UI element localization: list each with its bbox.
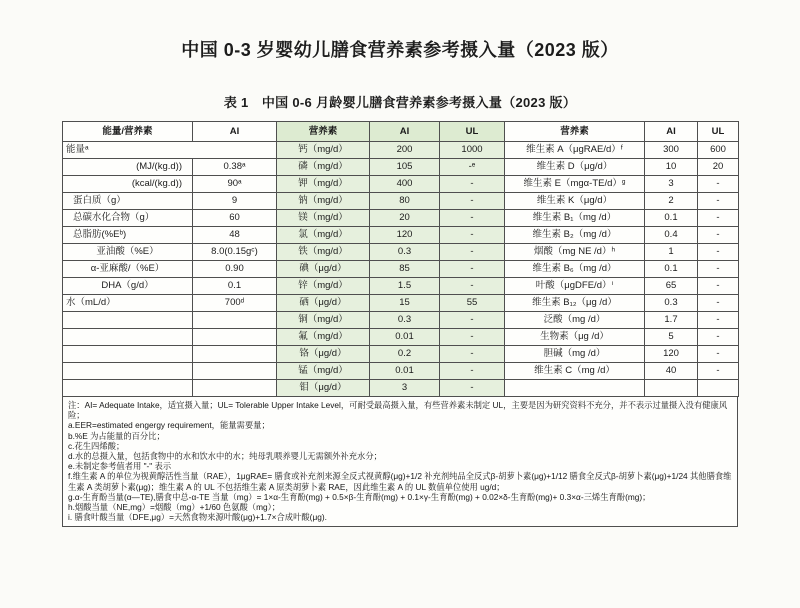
vitamin-ul-cell: 20 [698,159,739,176]
vitamin-name-cell: 维生素 K（μg/d） [505,193,645,210]
mineral-ul-cell: 1000 [440,142,505,159]
mineral-ul-cell: - [440,210,505,227]
column-header: AI [193,122,277,142]
column-header: AI [370,122,440,142]
vitamin-name-cell: 维生素 B₆（mg /d） [505,261,645,278]
mineral-ai-cell: 105 [370,159,440,176]
mineral-ai-cell: 0.01 [370,363,440,380]
energy-ai-cell [193,363,277,380]
energy-label-cell: DHA（g/d） [63,278,193,295]
energy-ai-cell: 9 [193,193,277,210]
mineral-name-cell: 铬（μg/d） [277,346,370,363]
energy-label-cell: 亚油酸（%E） [63,244,193,261]
notes-section [62,397,738,527]
mineral-ai-cell: 0.3 [370,244,440,261]
vitamin-ul-cell: - [698,312,739,329]
mineral-ul-cell: 55 [440,295,505,312]
energy-ai-cell [193,329,277,346]
vitamin-ai-cell: 2 [645,193,698,210]
energy-ai-cell: 700ᵈ [193,295,277,312]
mineral-name-cell: 铁（mg/d） [277,244,370,261]
table-row [63,295,739,312]
mineral-ai-cell: 20 [370,210,440,227]
energy-label-cell [63,346,193,363]
vitamin-ai-cell: 0.3 [645,295,698,312]
mineral-ai-cell: 200 [370,142,440,159]
vitamin-ul-cell [698,380,739,397]
table-row [63,159,739,176]
dri-table-body [63,142,739,397]
mineral-ai-cell: 85 [370,261,440,278]
mineral-ai-cell: 120 [370,227,440,244]
table-row [63,380,739,397]
vitamin-name-cell [505,380,645,397]
vitamin-name-cell: 烟酸（mg NE /d）ʰ [505,244,645,261]
energy-label-cell: 总脂肪(%Eᵇ) [63,227,193,244]
vitamin-name-cell: 维生素 E（mgα-TE/d）ᵍ [505,176,645,193]
vitamin-ai-cell: 1 [645,244,698,261]
vitamin-name-cell: 叶酸（μgDFE/d）ⁱ [505,278,645,295]
vitamin-ul-cell: - [698,363,739,380]
table-row [63,363,739,380]
page-title: 中国 0-3 岁婴幼儿膳食营养素参考摄入量（2023 版） [181,40,619,60]
vitamin-ul-cell: - [698,176,739,193]
table-row [63,176,739,193]
note-line: h.烟酸当量（NE,mg）=烟酸（mg）+1/60 色氨酸（mg）； [68,502,281,513]
energy-label-cell: 水（mL/d） [63,295,193,312]
vitamin-ai-cell: 3 [645,176,698,193]
mineral-ul-cell: - [440,261,505,278]
energy-label-cell: 总碳水化合物（g） [63,210,193,227]
vitamin-ai-cell: 5 [645,329,698,346]
mineral-name-cell: 锌（mg/d） [277,278,370,295]
note-line: e.未制定参考值者用 "-" 表示 [68,461,172,472]
energy-label-cell: α-亚麻酸/（%E） [63,261,193,278]
table-row [63,227,739,244]
mineral-name-cell: 钾（mg/d） [277,176,370,193]
vitamin-name-cell: 胆碱（mg /d） [505,346,645,363]
column-header: 营养素 [505,122,645,142]
note-line: g.α-生育酚当量(α—TE),膳食中总-α-TE 当量（mg）= 1×α-生育酚(mg) + 0.5×β-生育酚(mg) + 0.1×γ-生育酚(mg) + 0.02×δ-生育酚(mg)+ 0.3×α-三烯生育酚(mg)； [68,491,651,502]
vitamin-ul-cell: - [698,244,739,261]
note-line: f.维生素 A 的单位为视黄醇活性当量（RAE），1μgRAE= 膳食或补充剂来源全反式视黄醇(μg)+1/2 补充剂纯品全反式β-胡萝卜素(μg)+1/12 膳食全反式β-胡萝卜素(μg)+1/24 其他膳食维生素 A 类胡萝卜素(μg)；维生素 A 的 UL 不包括维生素 A 原类胡萝卜素 RAE，因此维生素 A 的 UL 数值单位使用 ug/d； [68,471,732,492]
vitamin-ai-cell: 0.1 [645,210,698,227]
mineral-ai-cell: 0.3 [370,312,440,329]
energy-ai-cell [193,346,277,363]
mineral-name-cell: 氯（mg/d） [277,227,370,244]
energy-ai-cell: 0.1 [193,278,277,295]
vitamin-name-cell: 维生素 A（μgRAE/d）ᶠ [505,142,645,159]
mineral-name-cell: 磷（mg/d） [277,159,370,176]
mineral-ul-cell: -ᵉ [440,159,505,176]
table-header-row [63,122,739,142]
mineral-ul-cell: - [440,363,505,380]
mineral-ul-cell: - [440,244,505,261]
mineral-name-cell: 镁（mg/d） [277,210,370,227]
vitamin-ul-cell: - [698,329,739,346]
mineral-ai-cell: 0.01 [370,329,440,346]
mineral-ul-cell: - [440,329,505,346]
table-caption: 表 1 中国 0-6 月龄婴儿膳食营养素参考摄入量（2023 版） [223,95,577,110]
mineral-name-cell: 硒（μg/d） [277,295,370,312]
table-row [63,193,739,210]
vitamin-name-cell: 维生素 C（mg /d） [505,363,645,380]
vitamin-ul-cell: 600 [698,142,739,159]
energy-label-cell [63,312,193,329]
energy-ai-cell [193,380,277,397]
vitamin-ai-cell: 120 [645,346,698,363]
vitamin-name-cell: 生物素（μg /d） [505,329,645,346]
table-row [63,346,739,363]
mineral-ul-cell: - [440,346,505,363]
column-header: UL [698,122,739,142]
vitamin-name-cell: 维生素 B₁₂（μg /d） [505,295,645,312]
vitamin-ul-cell: - [698,295,739,312]
vitamin-ai-cell: 0.1 [645,261,698,278]
mineral-ul-cell: - [440,193,505,210]
column-header: 能量/营养素 [63,122,193,142]
energy-label-cell [63,363,193,380]
energy-ai-cell: 90ᵃ [193,176,277,193]
mineral-ul-cell: - [440,176,505,193]
mineral-ai-cell: 1.5 [370,278,440,295]
mineral-ai-cell: 0.2 [370,346,440,363]
table-row [63,244,739,261]
vitamin-name-cell: 维生素 B₁（mg /d） [505,210,645,227]
column-header: AI [645,122,698,142]
vitamin-ai-cell: 1.7 [645,312,698,329]
note-line: i. 膳食叶酸当量（DFE,μg）=天然食物来源叶酸(μg)+1.7×合成叶酸(μg). [68,512,327,523]
dri-table-container [62,121,738,527]
mineral-name-cell: 钼（μg/d） [277,380,370,397]
vitamin-ul-cell: - [698,210,739,227]
mineral-name-cell: 氟（mg/d） [277,329,370,346]
table-row [63,278,739,295]
energy-ai-cell: 8.0(0.15gᶜ) [193,244,277,261]
note-line: c.花生四烯酸； [68,440,125,451]
mineral-ul-cell: - [440,278,505,295]
mineral-name-cell: 钠（mg/d） [277,193,370,210]
energy-ai-cell: 48 [193,227,277,244]
vitamin-name-cell: 维生素 B₂（mg /d） [505,227,645,244]
nutrient-table [62,121,739,397]
table-row [63,261,739,278]
mineral-name-cell: 钙（mg/d） [277,142,370,159]
vitamin-ul-cell: - [698,261,739,278]
mineral-ul-cell: - [440,380,505,397]
table-row [63,210,739,227]
energy-label-cell: (MJ/(kg.d)) [63,159,193,176]
energy-label-cell: 能量ᵃ [63,142,277,159]
note-line: 注：AI= Adequate Intake，适宜摄入量；UL= Tolerable Upper Intake Level，可耐受最高摄入量，有些营养素未制定 UL，主要是因为研究资料不充分，并不表示过量摄入没有健康风险； [68,400,728,421]
vitamin-ul-cell: - [698,346,739,363]
vitamin-ai-cell: 65 [645,278,698,295]
energy-label-cell: 蛋白质（g） [63,193,193,210]
vitamin-ul-cell: - [698,227,739,244]
note-line: b.%E 为占能量的百分比； [68,430,165,441]
table-row [63,142,739,159]
energy-label-cell: (kcal/(kg.d)) [63,176,193,193]
vitamin-ai-cell: 0.4 [645,227,698,244]
vitamin-ai-cell [645,380,698,397]
vitamin-ul-cell: - [698,278,739,295]
column-header: UL [440,122,505,142]
energy-ai-cell: 0.38ᵃ [193,159,277,176]
mineral-name-cell: 铜（mg/d） [277,312,370,329]
energy-label-cell [63,329,193,346]
vitamin-ai-cell: 10 [645,159,698,176]
mineral-ai-cell: 15 [370,295,440,312]
note-line: d.水的总摄入量，包括食物中的水和饮水中的水；纯母乳喂养婴儿无需额外补充水分； [68,451,382,462]
vitamin-ai-cell: 300 [645,142,698,159]
energy-ai-cell: 0.90 [193,261,277,278]
note-line: a.EER=estimated engergy requirement，能量需要量； [68,420,270,431]
energy-ai-cell: 60 [193,210,277,227]
table-row [63,329,739,346]
vitamin-name-cell: 维生素 D（μg/d） [505,159,645,176]
mineral-name-cell: 碘（μg/d） [277,261,370,278]
column-header: 营养素 [277,122,370,142]
table-row [63,312,739,329]
mineral-ai-cell: 80 [370,193,440,210]
mineral-ai-cell: 3 [370,380,440,397]
mineral-ul-cell: - [440,312,505,329]
vitamin-name-cell: 泛酸（mg /d） [505,312,645,329]
vitamin-ul-cell: - [698,193,739,210]
energy-label-cell [63,380,193,397]
mineral-ul-cell: - [440,227,505,244]
mineral-ai-cell: 400 [370,176,440,193]
energy-ai-cell [193,312,277,329]
mineral-name-cell: 锰（mg/d） [277,363,370,380]
vitamin-ai-cell: 40 [645,363,698,380]
